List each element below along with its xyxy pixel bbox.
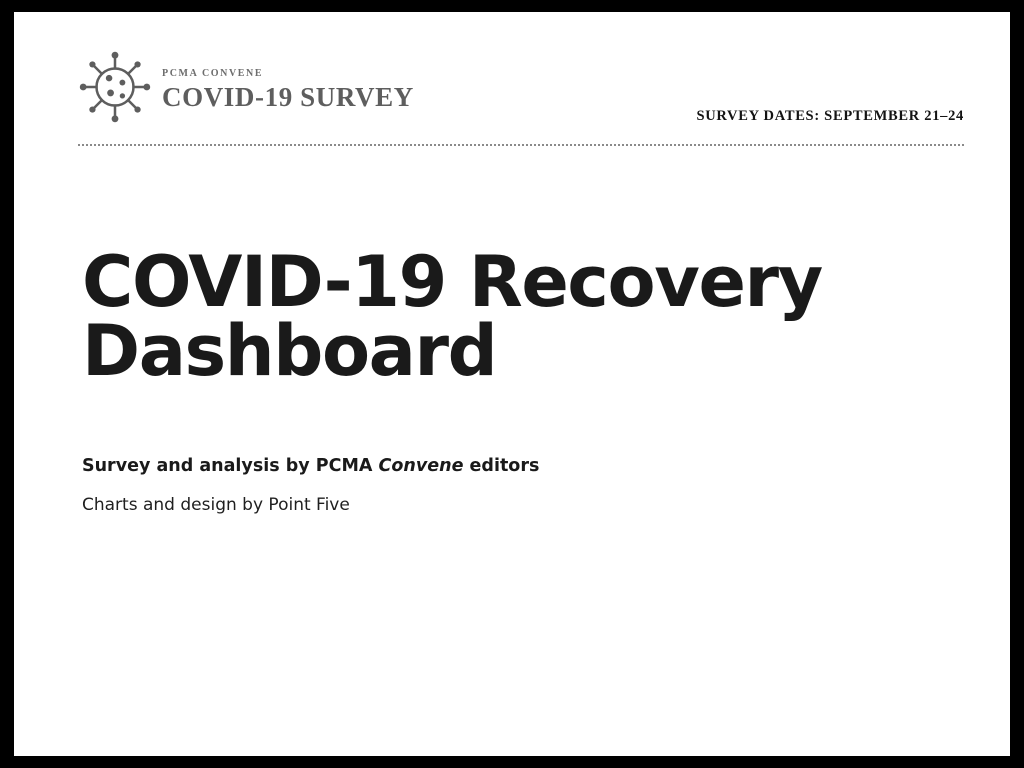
survey-dates-label: SURVEY DATES: SEPTEMBER 21–24 <box>696 108 964 124</box>
page-title-line-1: COVID-19 Recovery <box>82 241 822 323</box>
pcma-covid-survey-logo <box>78 50 414 124</box>
page-title-line-2: Dashboard <box>82 310 497 393</box>
design-credit: Charts and design by Point Five <box>82 495 350 515</box>
slide-canvas <box>14 12 1010 756</box>
coronavirus-icon <box>78 50 152 124</box>
byline-suffix: editors <box>463 456 540 476</box>
header-divider <box>78 144 964 146</box>
logo-text-group <box>162 62 414 113</box>
slide-header <box>78 50 964 146</box>
byline <box>82 456 882 476</box>
logo-kicker: PCMA CONVENE <box>162 67 264 79</box>
credits-block <box>82 456 882 515</box>
page-title <box>82 241 942 393</box>
logo-title: COVID-19 SURVEY <box>162 81 414 112</box>
byline-publication: Convene <box>378 456 464 476</box>
byline-prefix: Survey and analysis by PCMA <box>82 456 379 476</box>
